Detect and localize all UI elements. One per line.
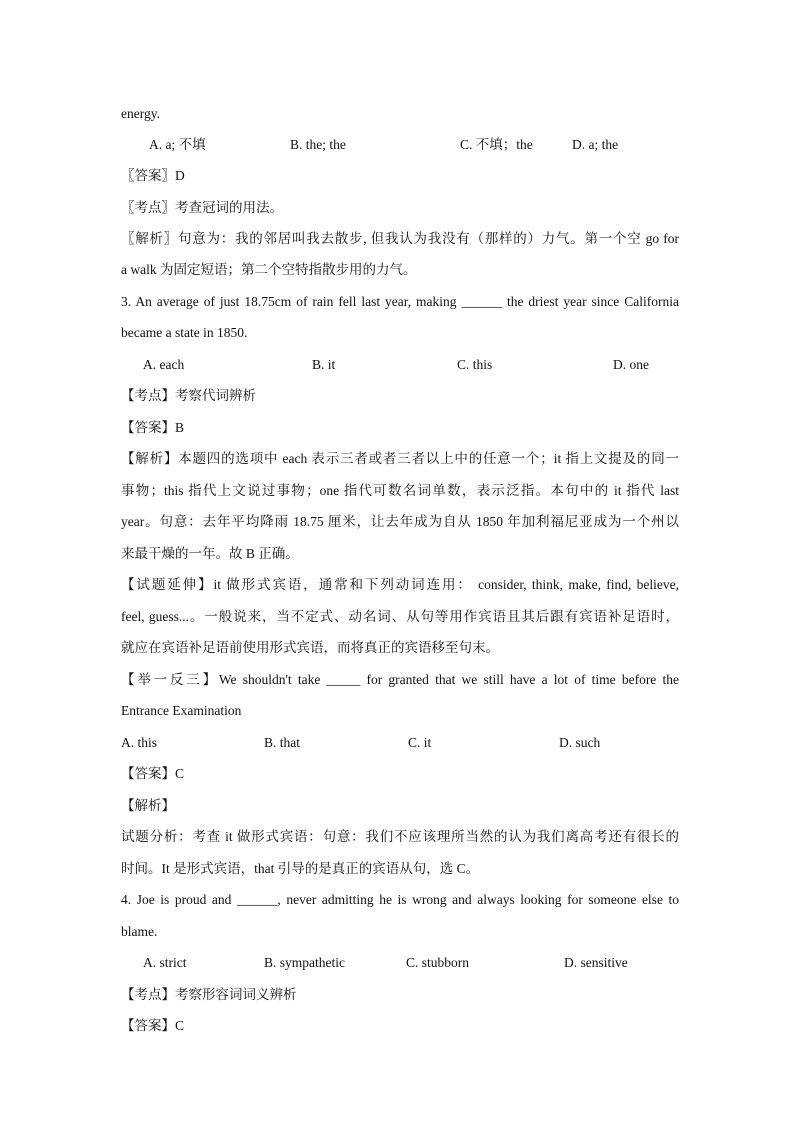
q3-stem-line-1: 3. An average of just 18.75cm of rain fell last year, making ______ the driest year since California bbox=[121, 294, 679, 309]
extra-analysis-line-1: 试题分析：考查 it 做形式宾语：句意：我们不应该理所当然的认为我们离高考还有很长的 bbox=[121, 829, 679, 844]
q3-analysis-line-3: year。句意：去年平均降雨 18.75 厘米，让去年成为自从 1850 年加利福尼亚成为一个州以 bbox=[121, 514, 679, 529]
q3-extension-line-1: 【试题延伸】it 做形式宾语，通常和下列动词连用： consider, think, make, find, believe, bbox=[121, 577, 679, 592]
extra-option-c: C. it bbox=[408, 735, 432, 750]
q4-stem-line-2: blame. bbox=[121, 924, 158, 939]
q2-point: 〖考点〗考查冠词的用法。 bbox=[121, 200, 283, 215]
q4-option-c: C. stubborn bbox=[406, 955, 470, 970]
q2-option-c: C. 不填；the bbox=[460, 137, 533, 152]
q3-stem-line-2: became a state in 1850. bbox=[121, 325, 248, 340]
q4-stem-line-1: 4. Joe is proud and ______, never admitting he is wrong and always looking for someone else to bbox=[121, 892, 679, 907]
q3-analysis-line-2: 事物；this 指代上文说过事物；one 指代可数名词单数，表示泛指。本句中的 it 指代 last bbox=[121, 483, 679, 498]
q3-extension-line-3: 就应在宾语补足语前使用形式宾语，而将真正的宾语移至句末。 bbox=[121, 640, 499, 655]
extra-answer: 【答案】C bbox=[121, 766, 185, 781]
q4-point: 【考点】考察形容词词义辨析 bbox=[121, 987, 297, 1002]
extra-analysis-label: 【解析】 bbox=[121, 798, 175, 813]
q4-option-a: A. strict bbox=[143, 955, 187, 970]
q2-analysis-line-2: a walk 为固定短语；第二个空特指散步用的力气。 bbox=[121, 262, 417, 277]
extra-option-d: D. such bbox=[559, 735, 601, 750]
q3-option-b: B. it bbox=[312, 357, 336, 372]
q2-option-a: A. a; 不填 bbox=[149, 137, 206, 152]
q4-answer: 【答案】C bbox=[121, 1018, 185, 1033]
q2-stem-tail: energy. bbox=[121, 106, 160, 121]
q4-option-d: D. sensitive bbox=[564, 955, 628, 970]
extra-stem-line-2: Entrance Examination bbox=[121, 703, 242, 718]
extra-option-b: B. that bbox=[264, 735, 300, 750]
q2-analysis-line-1: 〖解析〗句意为：我的邻居叫我去散步, 但我认为我没有（那样的）力气。第一个空 go for bbox=[121, 231, 679, 246]
extra-analysis-line-2: 时间。It 是形式宾语，that 引导的是真正的宾语从句，选 C。 bbox=[121, 861, 480, 876]
q3-analysis-line-1: 【解析】本题四的选项中 each 表示三者或者三者以上中的任意一个；it 指上文提及的同一 bbox=[121, 451, 679, 466]
q3-answer: 【答案】B bbox=[121, 420, 185, 435]
q2-option-d: D. a; the bbox=[572, 137, 619, 152]
extra-stem-line-1: 【举一反三】We shouldn't take _____ for granted that we still have a lot of time before the bbox=[121, 672, 679, 687]
q3-extension-line-2: feel, guess...。一般说来，当不定式、动名词、从句等用作宾语且其后跟有宾语补足语时， bbox=[121, 609, 679, 624]
q3-point: 【考点】考察代词辨析 bbox=[121, 388, 256, 403]
q3-option-a: A. each bbox=[143, 357, 185, 372]
q3-option-c: C. this bbox=[457, 357, 493, 372]
q3-option-d: D. one bbox=[613, 357, 649, 372]
q3-analysis-line-4: 来最干燥的一年。故 B 正确。 bbox=[121, 546, 299, 561]
q2-option-b: B. the; the bbox=[290, 137, 346, 152]
q2-answer: 〖答案〗D bbox=[121, 168, 185, 183]
q4-option-b: B. sympathetic bbox=[264, 955, 345, 970]
extra-option-a: A. this bbox=[121, 735, 158, 750]
